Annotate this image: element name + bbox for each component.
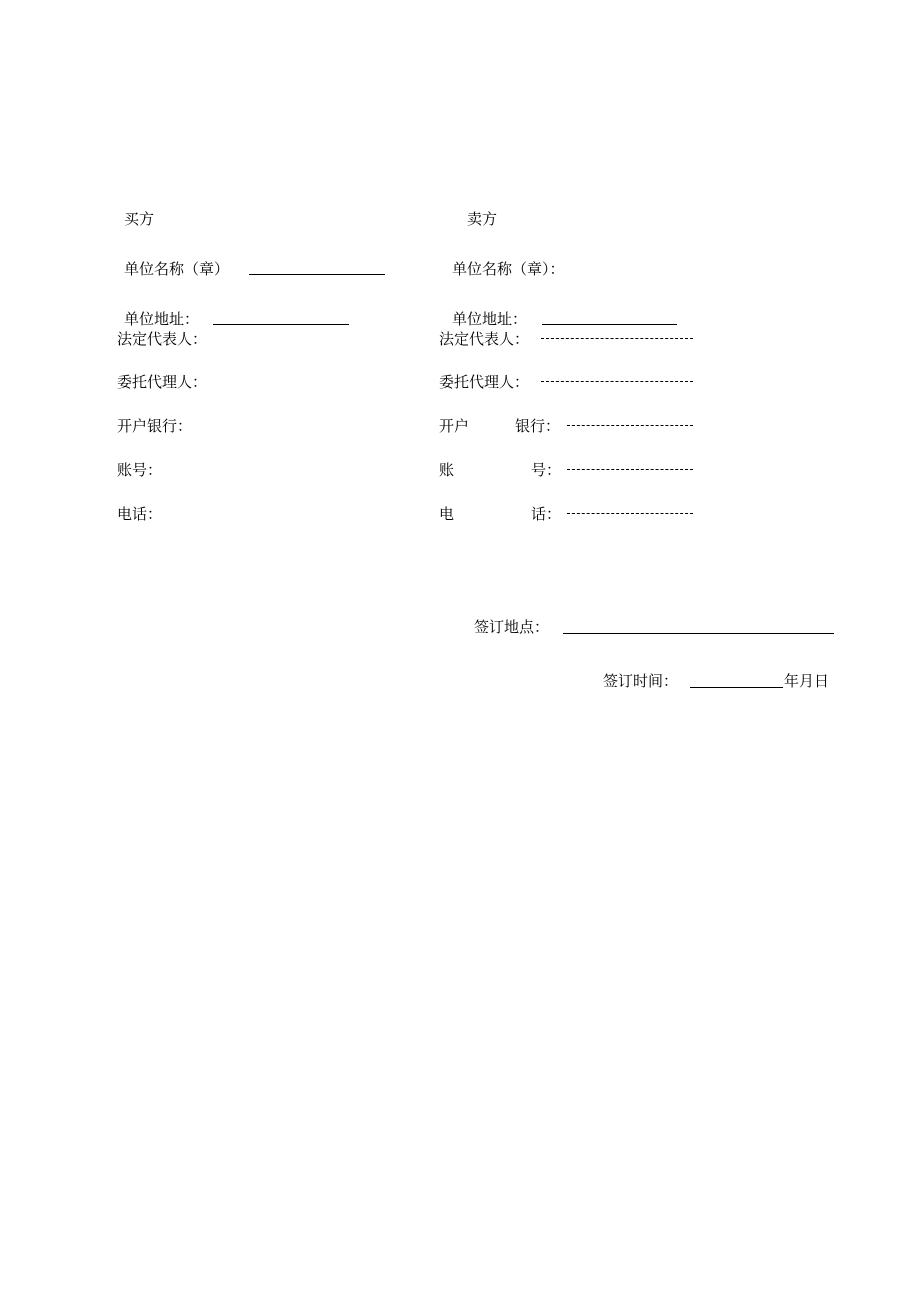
buyer-agent-label: 委托代理人： [117,373,208,391]
seller-unit-address-line[interactable] [542,324,677,325]
buyer-unit-name-label: 单位名称（章） [124,260,230,278]
seller-agent-label: 委托代理人： [439,373,530,391]
signing-place-label: 签订地点： [474,618,550,636]
seller-account-label-a: 账 [439,461,455,479]
buyer-unit-name-line[interactable] [249,274,385,275]
seller-bank-label-b: 银行： [515,417,561,435]
buyer-unit-address-label: 单位地址： [124,310,200,328]
buyer-heading: 买方 [124,210,155,228]
seller-phone-label-b: 话： [531,505,562,523]
signing-time-line[interactable] [690,687,783,688]
seller-legal-rep-line[interactable] [541,338,693,339]
seller-phone-label-a: 电 [439,505,455,523]
buyer-phone-label: 电话： [117,505,163,523]
seller-unit-name-label: 单位名称（章）： [452,260,565,278]
buyer-bank-label: 开户银行： [117,417,193,435]
seller-bank-label-a: 开户 [439,417,470,435]
seller-heading: 卖方 [467,210,498,228]
buyer-account-label: 账号： [117,461,163,479]
buyer-legal-rep-label: 法定代表人： [117,330,208,348]
seller-account-label-b: 号： [531,461,562,479]
seller-phone-line[interactable] [567,513,693,514]
signing-time-label: 签订时间： [603,672,679,690]
seller-agent-line[interactable] [541,381,693,382]
seller-account-line[interactable] [567,469,693,470]
seller-unit-address-label: 单位地址： [452,310,528,328]
signing-date-suffix: 年月日 [784,672,830,690]
signing-place-line[interactable] [563,633,834,634]
seller-bank-line[interactable] [567,425,693,426]
buyer-unit-address-line[interactable] [213,324,349,325]
seller-legal-rep-label: 法定代表人： [439,330,530,348]
